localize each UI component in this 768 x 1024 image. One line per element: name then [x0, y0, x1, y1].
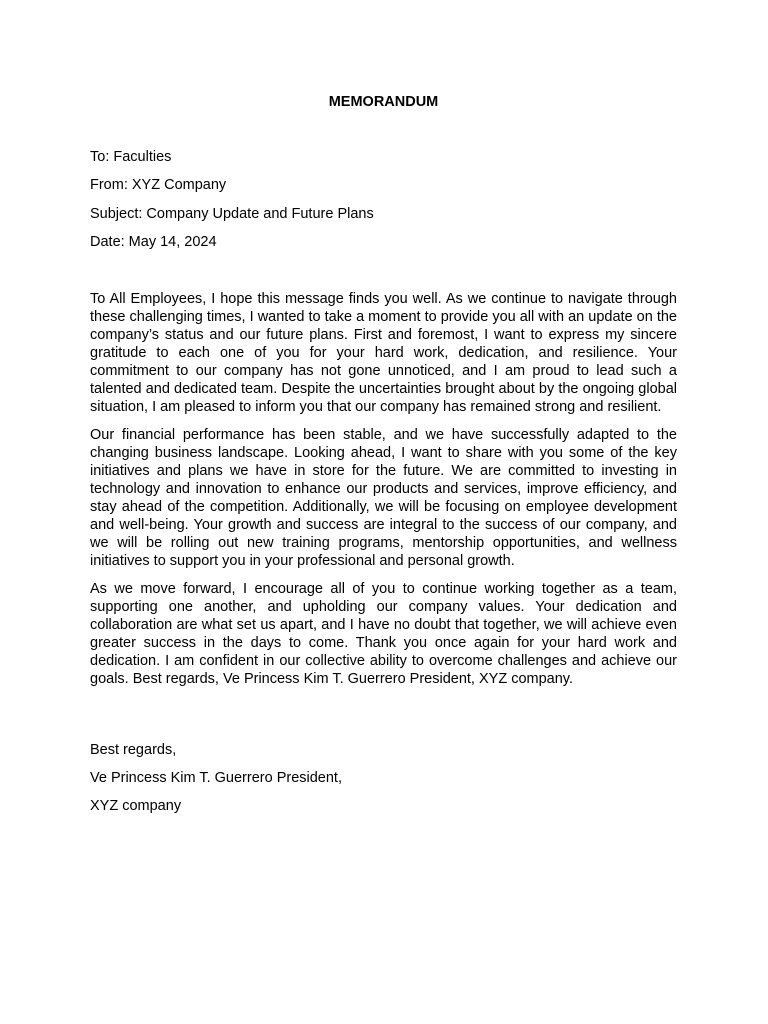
closing-salutation: Best regards,	[90, 742, 177, 758]
memo-date: Date: May 14, 2024	[90, 233, 217, 250]
memo-to: To: Faculties	[90, 149, 172, 165]
body-paragraph-1: To All Employees, I hope this message finds you well. As we continue to navigate through these challenging times, I wanted to take a moment to provide you all with an update on the company’s status and our future plans. First and foremost, I want to express my sincere gratitude to each one of you for your hard work, dedication, and resilience. Your commitment to our company has not gone unnoticed, and I am proud to lead such a talented and dedicated team. Despite the uncertainties brought about by the ongoing global situation, I am pleased to inform you that our company has remained strong and resilient.	[90, 291, 677, 415]
memo-header	[90, 149, 677, 262]
memo-body	[90, 290, 677, 698]
closing-company: XYZ company	[90, 798, 182, 814]
memo-subject: Subject: Company Update and Future Plans	[90, 205, 374, 222]
body-paragraph-3: As we move forward, I encourage all of you to continue working together as a team, supporting one another, and upholding our company values. Your dedication and collaboration are what set us apart, and I have no doubt that together, we will achieve even greater success in the days to come. Thank you once again for your hard work and dedication. I am confident in our collective ability to overcome challenges and achieve our goals. Best regards, Ve Princess Kim T. Guerrero President, XYZ company.	[90, 581, 677, 687]
closing-signatory: Ve Princess Kim T. Guerrero President,	[90, 770, 342, 786]
memo-closing	[90, 742, 677, 826]
memo-title: MEMORANDUM	[328, 94, 439, 110]
memo-from: From: XYZ Company	[90, 177, 227, 194]
body-paragraph-2: Our financial performance has been stable, and we have successfully adapted to the changing business landscape. Looking ahead, I want to share with you some of the key initiatives and plans we have in store for the future. We are committed to investing in technology and innovation to enhance our products and services, improve efficiency, and stay ahead of the competition. Additionally, we will be focusing on employee development and well-being. Your growth and success are integral to the success of our company, and we will be rolling out new training programs, mentorship opportunities, and wellness initiatives to support you in your professional and personal growth.	[90, 427, 677, 569]
